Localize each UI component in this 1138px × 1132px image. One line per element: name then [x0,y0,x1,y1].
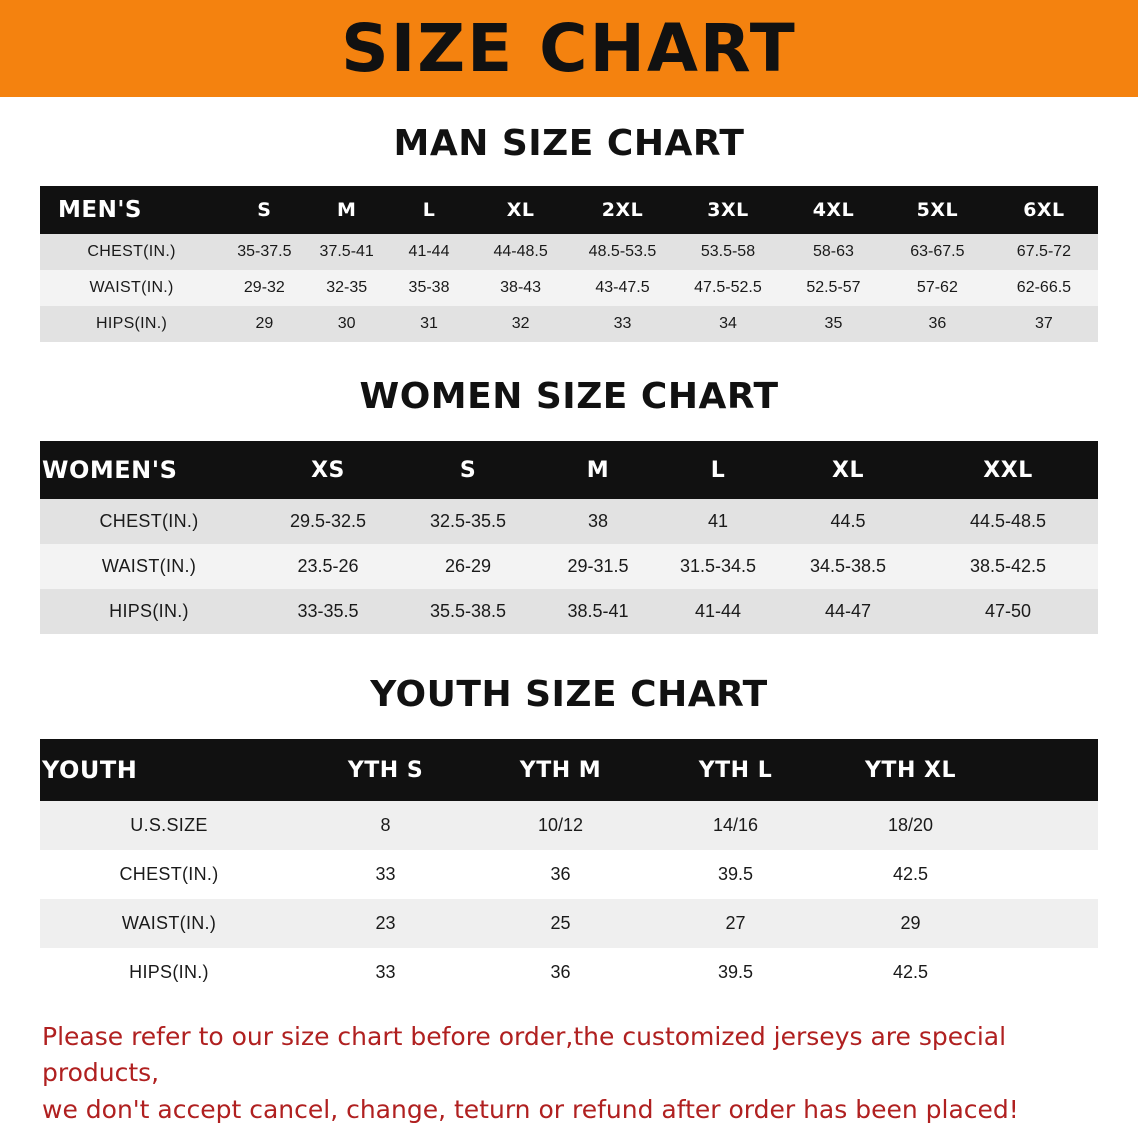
men-header-3xl: 3XL [674,186,782,234]
youth-ussize-spacer [998,801,1098,850]
women-waist-m: 29-31.5 [538,544,658,589]
women-waist-l: 31.5-34.5 [658,544,778,589]
youth-ussize-yth-l: 14/16 [648,801,823,850]
women-hips-m: 38.5-41 [538,589,658,634]
men-chest-3xl: 53.5-58 [674,234,782,270]
women-chest-l: 41 [658,499,778,544]
policy-note-line-1: Please refer to our size chart before order,the customized jerseys are special products, [42,1022,1007,1088]
men-header-label: MEN'S [40,186,223,234]
women-hips-s: 35.5-38.5 [398,589,538,634]
men-hips-s: 29 [223,306,305,342]
women-row-label-chest: CHEST(IN.) [40,499,258,544]
women-header-m: M [538,441,658,499]
men-header-s: S [223,186,305,234]
women-header-s: S [398,441,538,499]
women-header-l: L [658,441,778,499]
youth-header-spacer [998,739,1098,801]
youth-size-table [40,739,1098,997]
men-waist-4xl: 52.5-57 [782,270,885,306]
men-hips-5xl: 36 [885,306,990,342]
policy-note-line-2: we don't accept cancel, change, teturn or refund after order has been placed! [42,1094,1019,1124]
youth-section-title: YOUTH SIZE CHART [370,674,768,715]
women-size-table [40,441,1098,634]
men-waist-6xl: 62-66.5 [990,270,1098,306]
men-hips-xl: 32 [470,306,571,342]
men-header-6xl: 6XL [990,186,1098,234]
men-header-m: M [306,186,388,234]
youth-header-yth-s: YTH S [298,739,473,801]
men-chest-l: 41-44 [388,234,470,270]
youth-chest-yth-xl: 42.5 [823,850,998,899]
women-waist-s: 26-29 [398,544,538,589]
youth-ussize-yth-m: 10/12 [473,801,648,850]
table-row [40,270,1098,306]
youth-chest-yth-s: 33 [298,850,473,899]
youth-chest-yth-m: 36 [473,850,648,899]
women-chest-xs: 29.5-32.5 [258,499,398,544]
youth-header-yth-xl: YTH XL [823,739,998,801]
men-chest-5xl: 63-67.5 [885,234,990,270]
youth-header-label: YOUTH [40,739,298,801]
banner [0,0,1138,97]
youth-waist-yth-xl: 29 [823,899,998,948]
men-hips-6xl: 37 [990,306,1098,342]
women-chest-xxl: 44.5-48.5 [918,499,1098,544]
youth-chest-yth-l: 39.5 [648,850,823,899]
men-hips-4xl: 35 [782,306,885,342]
youth-hips-yth-xl: 42.5 [823,948,998,997]
women-row-label-waist: WAIST(IN.) [40,544,258,589]
men-header-l: L [388,186,470,234]
youth-hips-yth-s: 33 [298,948,473,997]
women-waist-xxl: 38.5-42.5 [918,544,1098,589]
men-chest-6xl: 67.5-72 [990,234,1098,270]
women-chest-xl: 44.5 [778,499,918,544]
table-header-row [40,739,1098,801]
men-hips-3xl: 34 [674,306,782,342]
table-row [40,899,1098,948]
youth-row-label-chest: CHEST(IN.) [40,850,298,899]
men-row-label-hips: HIPS(IN.) [40,306,223,342]
men-waist-l: 35-38 [388,270,470,306]
table-row [40,850,1098,899]
table-row [40,589,1098,634]
men-waist-5xl: 57-62 [885,270,990,306]
men-waist-s: 29-32 [223,270,305,306]
men-waist-2xl: 43-47.5 [571,270,674,306]
women-table-wrap [0,441,1138,634]
table-row [40,499,1098,544]
youth-table-wrap [0,739,1138,997]
men-chest-4xl: 58-63 [782,234,885,270]
youth-ussize-yth-xl: 18/20 [823,801,998,850]
table-row [40,306,1098,342]
women-header-xs: XS [258,441,398,499]
men-chest-m: 37.5-41 [306,234,388,270]
man-table-wrap [0,186,1138,342]
women-hips-xxl: 47-50 [918,589,1098,634]
men-size-table [40,186,1098,342]
men-hips-l: 31 [388,306,470,342]
women-hips-l: 41-44 [658,589,778,634]
men-row-label-waist: WAIST(IN.) [40,270,223,306]
men-chest-2xl: 48.5-53.5 [571,234,674,270]
men-chest-xl: 44-48.5 [470,234,571,270]
women-waist-xs: 23.5-26 [258,544,398,589]
women-hips-xs: 33-35.5 [258,589,398,634]
youth-waist-yth-s: 23 [298,899,473,948]
table-row [40,948,1098,997]
page-title: SIZE CHART [341,9,797,87]
youth-row-label-waist: WAIST(IN.) [40,899,298,948]
women-chest-m: 38 [538,499,658,544]
table-row [40,544,1098,589]
youth-chest-spacer [998,850,1098,899]
youth-hips-yth-m: 36 [473,948,648,997]
men-chest-s: 35-37.5 [223,234,305,270]
youth-ussize-yth-s: 8 [298,801,473,850]
youth-hips-yth-l: 39.5 [648,948,823,997]
youth-waist-yth-l: 27 [648,899,823,948]
women-waist-xl: 34.5-38.5 [778,544,918,589]
men-row-label-chest: CHEST(IN.) [40,234,223,270]
women-row-label-hips: HIPS(IN.) [40,589,258,634]
youth-row-label-ussize: U.S.SIZE [40,801,298,850]
men-hips-2xl: 33 [571,306,674,342]
women-header-label: WOMEN'S [40,441,258,499]
men-header-4xl: 4XL [782,186,885,234]
youth-header-yth-l: YTH L [648,739,823,801]
youth-row-label-hips: HIPS(IN.) [40,948,298,997]
men-waist-m: 32-35 [306,270,388,306]
youth-hips-spacer [998,948,1098,997]
women-section-title: WOMEN SIZE CHART [359,376,779,417]
men-waist-3xl: 47.5-52.5 [674,270,782,306]
table-header-row [40,441,1098,499]
men-header-xl: XL [470,186,571,234]
women-chest-s: 32.5-35.5 [398,499,538,544]
women-header-xl: XL [778,441,918,499]
youth-waist-spacer [998,899,1098,948]
table-row [40,234,1098,270]
man-section-title: MAN SIZE CHART [393,123,745,164]
men-waist-xl: 38-43 [470,270,571,306]
policy-note [0,1019,1138,1128]
women-header-xxl: XXL [918,441,1098,499]
table-header-row [40,186,1098,234]
youth-header-yth-m: YTH M [473,739,648,801]
youth-waist-yth-m: 25 [473,899,648,948]
men-hips-m: 30 [306,306,388,342]
table-row [40,801,1098,850]
men-header-2xl: 2XL [571,186,674,234]
men-header-5xl: 5XL [885,186,990,234]
women-hips-xl: 44-47 [778,589,918,634]
